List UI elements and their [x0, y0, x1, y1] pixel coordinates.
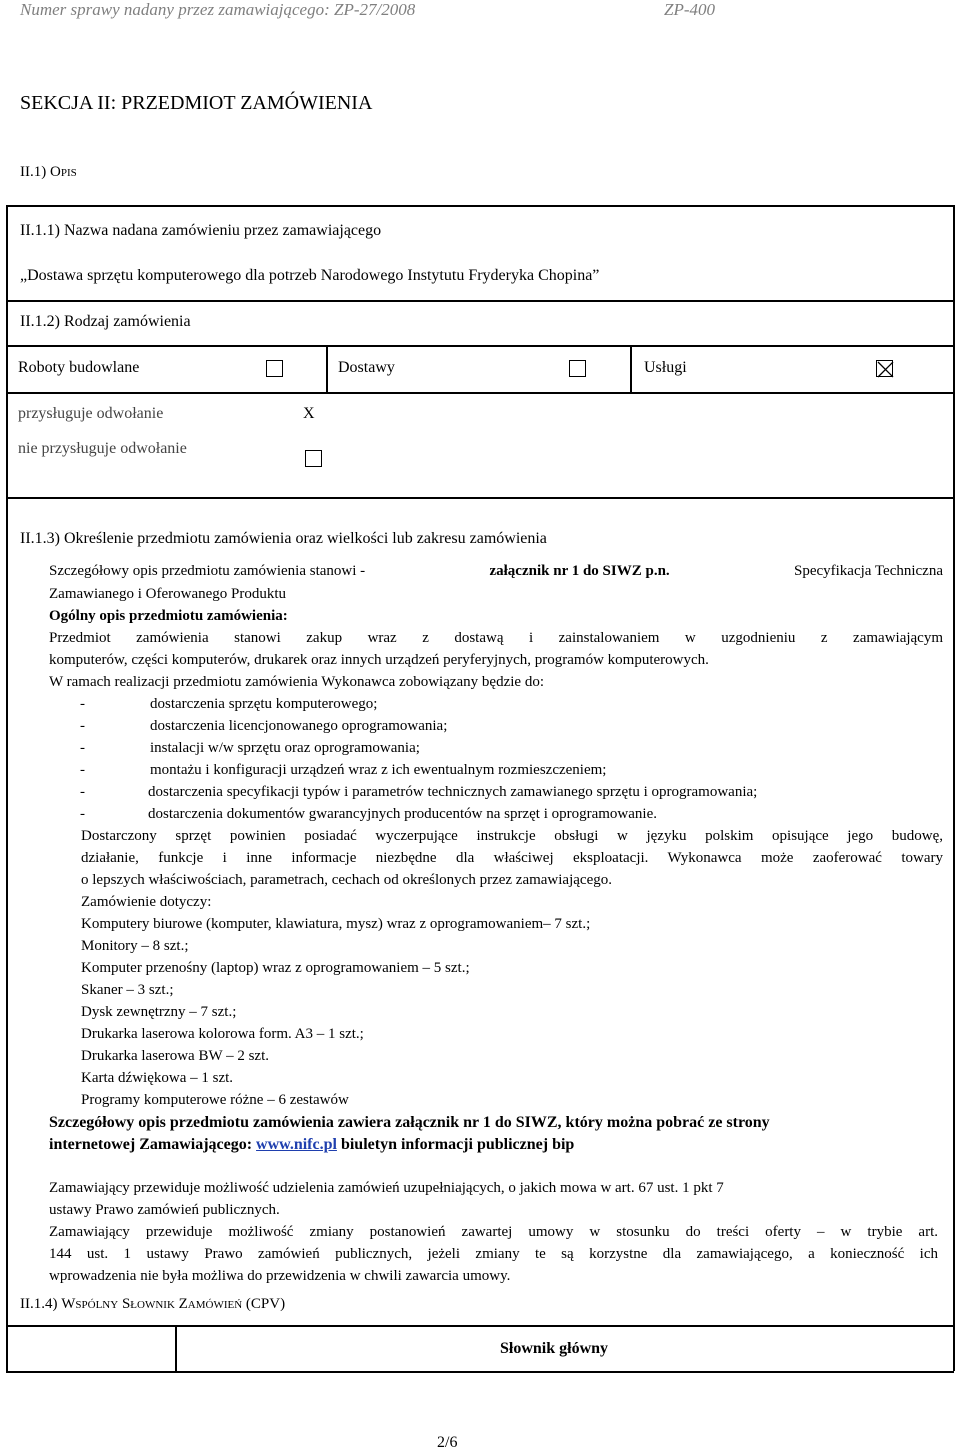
list-item: Monitory – 8 szt.;: [81, 938, 189, 954]
section-title: SEKCJA II: PRZEDMIOT ZAMÓWIENIA: [20, 92, 373, 114]
divider-appeal: [6, 497, 954, 499]
name-label: II.1.1) Nazwa nadana zamówieniu przez zamawiającego: [20, 222, 382, 239]
appeal-no-label: nie przysługuje odwołanie: [18, 440, 187, 457]
list-item: Karta dźwiękowa – 1 szt.: [81, 1070, 234, 1086]
checkbox-services-checked[interactable]: [876, 360, 893, 377]
options-separator-2: [630, 345, 632, 393]
list-item: Komputer przenośny (laptop) wraz z oprogramowaniem – 5 szt.;: [81, 960, 470, 976]
detail-text: internetowej Zamawiającego:: [49, 1136, 253, 1153]
appeal-yes-label: przysługuje odwołanie: [18, 405, 164, 422]
checkbox-supplies[interactable]: [569, 360, 586, 377]
page-number: 2/6: [437, 1434, 458, 1451]
para1-line-2: komputerów, części komputerów, drukarek oraz innych urządzeń peryferyjnych, programów komputerowych.: [49, 652, 709, 668]
divider-type-title: [6, 345, 954, 347]
appeal-yes-mark: X: [303, 405, 315, 422]
frame-left: [6, 205, 8, 1371]
subsection-title: Opis: [50, 164, 77, 180]
cpv-main-vocabulary-header: Słownik główny: [500, 1340, 609, 1357]
options-separator-1: [326, 345, 328, 393]
type-label: II.1.2) Rodzaj zamówienia: [20, 313, 191, 330]
intro-spec: Specyfikacja Techniczna: [793, 563, 943, 579]
cpv-number: II.1.4): [20, 1296, 58, 1312]
subject-intro-line-2: Zamawianego i Oferowanego Produktu: [49, 586, 287, 602]
name-value: „Dostawa sprzętu komputerowego dla potrzeb Narodowego Instytutu Fryderyka Chopina”: [20, 267, 600, 284]
website-link[interactable]: www.nifc.pl: [256, 1136, 337, 1153]
option-label-supplies: Dostawy: [338, 359, 395, 376]
frame-bottom: [6, 1371, 954, 1373]
cpv-title: Wspólny Słownik Zamówień (CPV): [61, 1296, 286, 1312]
change-line-3: wprowadzenia nie była możliwa do przewidzenia w chwili zawarcia umowy.: [49, 1268, 511, 1284]
para3-line-3: o lepszych właściwościach, parametrach, cechach od określonych przez zamawiającego.: [81, 872, 612, 888]
detail-bip: biuletyn informacji publicznej bip: [340, 1136, 575, 1153]
para1-line-1: Przedmiot zamówienia stanowi zakup wraz z dostawą i zainstalowaniem w uzgodnieniu z zamawiającym: [49, 630, 943, 646]
subsection-number: II.1): [20, 164, 47, 180]
checkbox-works[interactable]: [266, 360, 283, 377]
intro-text: Szczegółowy opis przedmiotu zamówienia stanowi -: [49, 563, 366, 579]
cpv-table-top: [6, 1325, 954, 1327]
list-item: Komputery biurowe (komputer, klawiatura, mysz) wraz z oprogramowaniem– 7 szt.;: [81, 916, 591, 932]
para2: W ramach realizacji przedmiotu zamówienia Wykonawca zobowiązany będzie do:: [49, 674, 544, 690]
list-item: Drukarka laserowa BW – 2 szt.: [81, 1048, 269, 1064]
change-line-2: 144 ust. 1 ustawy Prawo zamówień publicznych, jeżeli zmiany te są korzystne dla zamawiającego, a konieczność ich: [49, 1246, 938, 1262]
frame-right: [953, 205, 955, 1371]
intro-attachment: załącznik nr 1 do SIWZ p.n.: [489, 563, 670, 579]
list-item: Dysk zewnętrzny – 7 szt.;: [81, 1004, 237, 1020]
general-description-title: Ogólny opis przedmiotu zamówienia:: [49, 608, 288, 624]
frame-top: [6, 205, 954, 207]
subject-intro-line: [49, 563, 943, 580]
subsection-opis: [20, 164, 77, 181]
detail-line-1: Szczegółowy opis przedmiotu zamówienia zawiera załącznik nr 1 do SIWZ, który można pobrać ze strony: [49, 1114, 770, 1131]
change-line-1: Zamawiający przewiduje możliwość zmiany postanowień zawartej umowy w stosunku do treści oferty – w trybie art.: [49, 1224, 938, 1240]
supplementary-line-1: Zamawiający przewiduje możliwość udzielenia zamówień uzupełniających, o jakich mowa w art. 67 ust. 1 pkt 7: [49, 1180, 724, 1196]
list-item: Drukarka laserowa kolorowa form. A3 – 1 szt.;: [81, 1026, 364, 1042]
header-case-number: Numer sprawy nadany przez zamawiającego: ZP-27/2008: [20, 0, 416, 19]
checkbox-appeal-no[interactable]: [305, 450, 322, 467]
list-item: Skaner – 3 szt.;: [81, 982, 174, 998]
list-item: Programy komputerowe różne – 6 zestawów: [81, 1092, 349, 1108]
concerns-label: Zamówienie dotyczy:: [81, 894, 212, 910]
subject-label: II.1.3) Określenie przedmiotu zamówienia oraz wielkości lub zakresu zamówienia: [20, 530, 547, 547]
divider-name: [6, 300, 954, 302]
supplementary-line-2: ustawy Prawo zamówień publicznych.: [49, 1202, 280, 1218]
option-label-services: Usługi: [644, 359, 687, 376]
para3-line-1: Dostarczony sprzęt powinien posiadać wyczerpujące instrukcje obsługi w języku polskim opisujące jego budowę,: [81, 828, 943, 844]
para3-line-2: działanie, funkcje i inne informacje niezbędne dla właściwej eksploatacji. Wykonawca może zaoferować towary: [81, 850, 943, 866]
detail-line-2: [49, 1136, 574, 1154]
cpv-label: [20, 1296, 285, 1313]
header-form-code: ZP-400: [664, 0, 715, 19]
option-label-works: Roboty budowlane: [18, 359, 140, 376]
checkmark-x-icon: [877, 361, 894, 378]
cpv-table-separator: [175, 1325, 177, 1372]
divider-type-options: [6, 392, 954, 394]
